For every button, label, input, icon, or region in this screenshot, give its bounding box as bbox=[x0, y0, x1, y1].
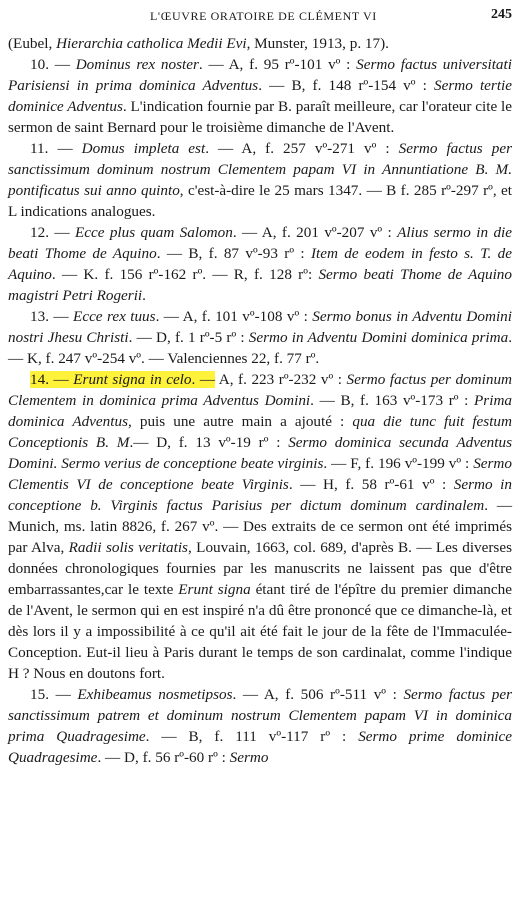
italic-text: Sermo dominica secunda Adventus Domini. Sermo verius de conceptione beate virginis bbox=[8, 434, 513, 472]
italic-text: Sermo Clementis VI de conceptione beate Virginis bbox=[8, 455, 512, 493]
text-run: . — K. f. 156 rº-162 rº. — R, f. 128 rº: bbox=[51, 266, 319, 283]
text-run: , c'est-à-dire le 25 mars 1347. — B f. 285 rº-297 rº, et L indications analogues. bbox=[8, 182, 512, 220]
text-run: . — A, f. 95 rº-101 vº : bbox=[198, 56, 357, 73]
text-run: . bbox=[142, 287, 146, 304]
text-run: 11. — bbox=[30, 140, 82, 157]
text-run: . — B, f. 163 vº-173 rº : bbox=[310, 392, 475, 409]
entry-14 bbox=[8, 369, 512, 684]
italic-text: Sermo in Adventu Domini dominica prima bbox=[248, 329, 509, 346]
text-run: . — H, f. 58 rº-61 vº : bbox=[288, 476, 454, 493]
italic-text: Ecce rex tuus bbox=[73, 308, 156, 325]
text-run: . — B, f. 87 vº-93 rº : bbox=[156, 245, 311, 262]
italic-text: Prima dominica Adventus bbox=[8, 392, 512, 430]
italic-text: Sermo bbox=[229, 749, 269, 766]
text-run: . — A, f. 257 vº-271 vº : bbox=[205, 140, 399, 157]
italic-text: Hierarchia catholica Medii Evi bbox=[56, 35, 247, 52]
text-run: , puis une autre main a ajouté : bbox=[127, 413, 353, 430]
entry-11 bbox=[8, 138, 512, 222]
text-run: . — K, f. 247 vº-254 vº. — Valenciennes 22, f. 77 rº. bbox=[8, 329, 512, 367]
text-run: 10. — bbox=[30, 56, 76, 73]
text-run: . — F, f. 196 vº-199 vº : bbox=[323, 455, 474, 472]
italic-text: Item de eodem in festo s. T. de Aquino bbox=[8, 245, 512, 283]
entry-9-continuation bbox=[8, 33, 512, 54]
running-title: L'ŒUVRE ORATOIRE DE CLÉMENT VI bbox=[150, 9, 377, 23]
italic-text: Sermo factus universitati Parisiensi in prima dominica Adventus bbox=[8, 56, 512, 94]
page-header bbox=[0, 7, 522, 27]
text-run: . — A, f. 201 vº-207 vº : bbox=[232, 224, 398, 241]
text-run: . L'indication fournie par B. paraît meilleure, car l'orateur cite le sermon de saint Bernard pour le troisième dimanche de l'Avent. bbox=[8, 98, 512, 136]
entry-13 bbox=[8, 306, 512, 369]
italic-text: Exhibeamus nosmetipsos bbox=[77, 686, 233, 703]
italic-text: Sermo in conceptione b. Virginis factus Parisius per dictum dominum cardinalem bbox=[8, 476, 512, 514]
italic-text: Erunt signa bbox=[178, 581, 251, 598]
italic-text: qua die tunc fuit festum Conceptionis B. M bbox=[8, 413, 512, 451]
text-run: .— D, f. 13 vº-19 rº : bbox=[129, 434, 289, 451]
body-text bbox=[8, 33, 512, 768]
text-run: . — Munich, ms. latin 8826, f. 267 vº. — Des extraits de ce sermon ont été imprimés par Alva, bbox=[8, 497, 513, 556]
italic-text: Sermo beati Thome de Aquino magistri Petri Rogerii bbox=[8, 266, 512, 304]
italic-text: Sermo bonus in Adventu Domini nostri Jhesu Christi bbox=[8, 308, 512, 346]
text-run: . — A, f. 101 vº-108 vº : bbox=[155, 308, 313, 325]
entry-12 bbox=[8, 222, 512, 306]
italic-text: Radii solis veritatis bbox=[68, 539, 188, 556]
highlighted-text: 14. — bbox=[30, 371, 74, 388]
italic-text: Domus impleta est bbox=[81, 140, 206, 157]
text-run: . — D, f. 56 rº-60 rº : bbox=[97, 749, 230, 766]
text-run: . — D, f. 1 rº-5 rº : bbox=[128, 329, 249, 346]
text-run: . — B, f. 148 rº-154 vº : bbox=[258, 77, 434, 94]
italic-text: Sermo prime dominice Quadragesime bbox=[8, 728, 512, 766]
italic-text: Sermo factus per sanctissimum dominum nostrum Clementem papam VI in Annuntiatione B. M. pontificatus sui anno quinto bbox=[8, 140, 512, 199]
text-run: , Louvain, 1663, col. 689, d'après B. — Les diverses données chronologiques fournies par les manuscrits ne laissent pas que d'être embarrassantes,car le texte bbox=[8, 539, 512, 598]
italic-text: Alius sermo in die beati Thome de Aquino bbox=[8, 224, 513, 262]
text-run: 13. — bbox=[30, 308, 74, 325]
text-run: . — B, f. 111 vº-117 rº : bbox=[145, 728, 359, 745]
text-run: 12. — bbox=[30, 224, 75, 241]
text-run: 15. — bbox=[30, 686, 78, 703]
highlighted-text: . — bbox=[191, 371, 216, 388]
page-number: 245 bbox=[491, 7, 512, 22]
text-run: (Eubel, bbox=[8, 35, 57, 52]
text-run: . — A, f. 506 rº-511 vº : bbox=[232, 686, 404, 703]
text-run: A, f. 223 rº-232 vº : bbox=[215, 371, 347, 388]
italic-text: Sermo factus per sanctissimum patrem et dominum nostrum Clementem papam VI in dominica prima Quadragesime bbox=[8, 686, 512, 745]
italic-text: Sermo factus per dominum Clementem in dominica prima Adventus Domini bbox=[8, 371, 513, 409]
highlighted-text: Erunt signa in celo bbox=[73, 371, 192, 388]
entry-10 bbox=[8, 54, 512, 138]
text-run: , Munster, 1913, p. 17). bbox=[246, 35, 389, 52]
italic-text: Ecce plus quam Salomon bbox=[74, 224, 233, 241]
italic-text: Sermo tertie dominice Adventus bbox=[8, 77, 512, 115]
text-run: étant tiré de l'épître du premier dimanche de l'Avent, le sermon qui en est inspiré n'a dû être prononcé que ce dimanche-là, et dès lors il y a impossibilité à ce qu'il ait été fait le jour de la fête de l'Immaculée-Conception. Eut-il lieu à Paris durant le temps de son cardinalat, comme l'indique H ? Nous en doutons fort. bbox=[8, 581, 512, 682]
italic-text: Dominus rex noster bbox=[75, 56, 199, 73]
entry-15 bbox=[8, 684, 512, 768]
